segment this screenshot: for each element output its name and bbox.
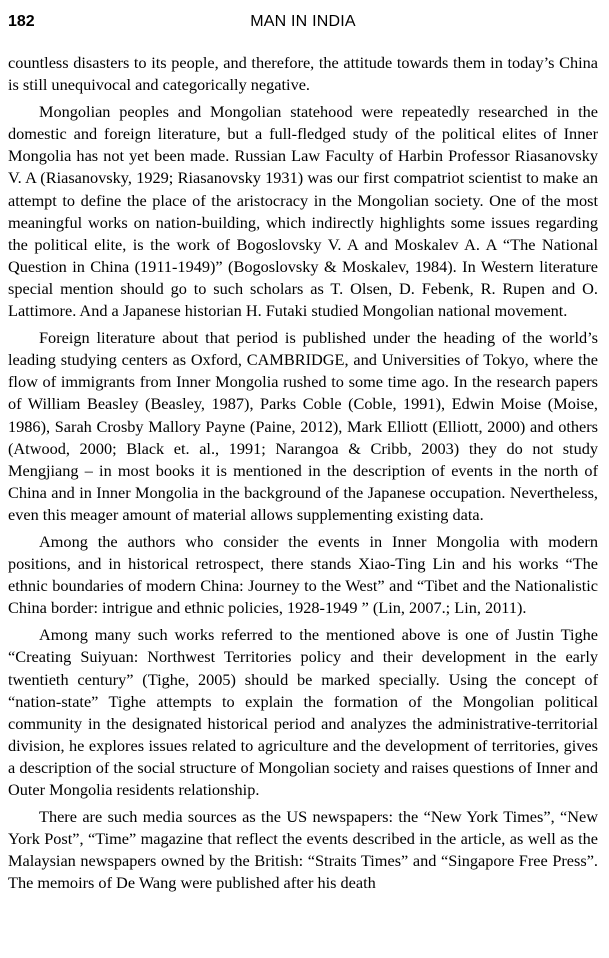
paragraph: Foreign literature about that period is published under the heading of the world’s leading studying centers as Oxford, CAMBRIDGE, and Universities of Tokyo, where the flow of immigrants from Inner Mongolia rushed to some time ago. In the research papers of William Beasley (Beasley, 1987), Parks Coble (Coble, 1991), Edwin Moise (Moise, 1986), Sarah Crosby Mallory Payne (Paine, 2012), Mark Elliott (Elliott, 2000) and others (Atwood, 2000; Black et. al., 1991; Narangoa & Cribb, 2003) they do not study Mengjiang – in most books it is mentioned in the description of events in the north of China and in Inner Mongolia in the background of the Japanese occupation. Nevertheless, even this meager amount of material allows supplementing existing data. <box>8 328 598 524</box>
body-text <box>8 52 598 894</box>
paragraph: Among many such works referred to the mentioned above is one of Justin Tighe “Creating Suiyuan: Northwest Territories policy and their development in the early twentieth century” (Tighe, 2005) should be marked specially. Using the concept of “nation-state” Tighe attempts to explain the formation of the Mongolian political community in the designated historical period and analyzes the administrative-territorial division, he explores issues related to agriculture and the development of territories, gives a description of the social structure of Mongolian society and raises questions of Inner and Outer Mongolia residents relationship. <box>8 625 598 799</box>
paragraph: There are such media sources as the US newspapers: the “New York Times”, “New York Post”, “Time” magazine that reflect the events described in the article, as well as the Malaysian newspapers owned by the British: “Straits Times” and “Singapore Free Press”. The memoirs of De Wang were published after his death <box>8 807 598 893</box>
page-number: 182 <box>8 13 35 30</box>
paragraph: Mongolian peoples and Mongolian statehood were repeatedly researched in the domestic and foreign literature, but a full-fledged study of the political elites of Inner Mongolia has not yet been made. Russian Law Faculty of Harbin Professor Riasanovsky V. A (Riasanovsky, 1929; Riasanovsky 1931) was our first compatriot scientist to make an attempt to define the place of the aristocracy in the Mongolian society. One of the most meaningful works on nation-building, which indirectly highlights some issues regarding the political elite, is the work of Bogoslovsky V. A and Moskalev A. A “The National Question in China (1911-1949)” (Bogoslovsky & Moskalev, 1984). In Western literature special mention should go to such scholars as T. Olsen, D. Febenk, R. Rupen and O. Lattimore. And a Japanese historian H. Futaki studied Mongolian national movement. <box>8 102 598 321</box>
journal-title: MAN IN INDIA <box>250 13 356 30</box>
paragraph: Among the authors who consider the events in Inner Mongolia with modern positions, and in historical retrospect, there stands Xiao-Ting Lin and his works “The ethnic boundaries of modern China: Journey to the West” and “Tibet and the Nationalistic China border: intrigue and ethnic policies, 1928-1949 ” (Lin, 2007.; Lin, 2011). <box>8 531 598 618</box>
paragraph-continued: countless disasters to its people, and therefore, the attitude towards them in today’s China is still unequivocal and categorically negative. <box>8 53 598 95</box>
running-header <box>8 9 598 35</box>
